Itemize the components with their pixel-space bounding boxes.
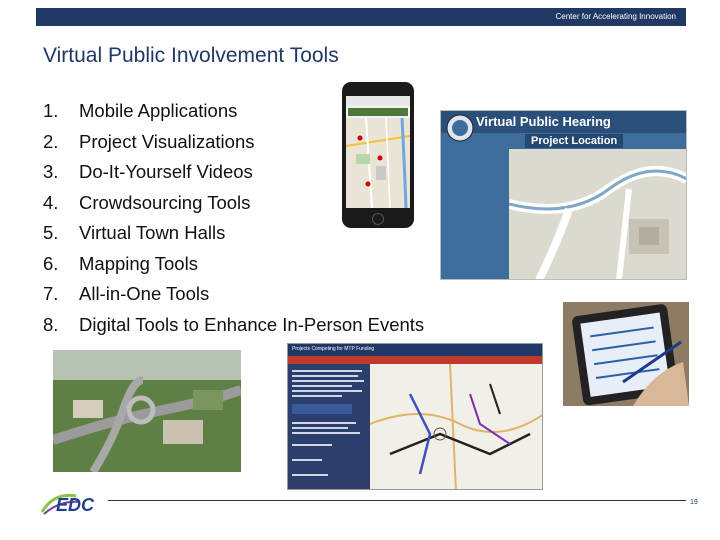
slide-title: Virtual Public Involvement Tools xyxy=(43,44,339,67)
list-item-number: 7. xyxy=(43,283,59,305)
list-item xyxy=(43,310,424,341)
phone-screen xyxy=(346,96,410,208)
footer-rule xyxy=(108,500,686,501)
tablet-photo xyxy=(563,302,689,406)
list-item xyxy=(43,249,424,280)
list-item-label: Virtual Town Halls xyxy=(79,222,226,244)
virtual-hearing-title: Virtual Public Hearing xyxy=(476,114,611,129)
list-item xyxy=(43,279,424,310)
list-item-label: Digital Tools to Enhance In-Person Events xyxy=(79,313,425,335)
webmap-header xyxy=(288,344,543,356)
list-item-label: Crowdsourcing Tools xyxy=(79,191,251,213)
webmap-image xyxy=(287,343,543,490)
aerial-photo xyxy=(53,350,241,472)
list-item-number: 8. xyxy=(43,313,59,335)
list-item-number: 4. xyxy=(43,191,59,213)
list-item-label: All-in-One Tools xyxy=(79,283,210,305)
webmap-title: Projects Competing for MTP Funding xyxy=(292,346,375,352)
list-item-number: 6. xyxy=(43,252,59,274)
list-item-label: Do-It-Yourself Videos xyxy=(79,161,253,183)
list-item-number: 5. xyxy=(43,222,59,244)
page-number: 19 xyxy=(690,499,698,506)
webmap-sidebar xyxy=(288,364,370,490)
list-item-number: 3. xyxy=(43,161,59,183)
seal-icon xyxy=(445,113,475,143)
virtual-hearing-image xyxy=(440,110,687,280)
org-label: Center for Accelerating Innovation xyxy=(555,12,676,21)
list-item-number: 2. xyxy=(43,130,59,152)
phone-image xyxy=(342,82,414,228)
edc-logo xyxy=(40,490,108,516)
mobile-map-illustration xyxy=(346,96,410,208)
list-item-label: Project Visualizations xyxy=(79,130,255,152)
phone-home-button xyxy=(372,213,384,225)
list-item-number: 1. xyxy=(43,100,59,122)
webmap-tab-strip xyxy=(288,356,543,364)
virtual-hearing-subtitle: Project Location xyxy=(525,134,623,148)
list-item-label: Mobile Applications xyxy=(79,100,238,122)
project-location-map xyxy=(509,149,687,280)
header-bar xyxy=(36,8,686,26)
logo-text: EDC xyxy=(56,495,95,515)
list-item-label: Mapping Tools xyxy=(79,252,198,274)
webmap-map xyxy=(370,364,543,490)
